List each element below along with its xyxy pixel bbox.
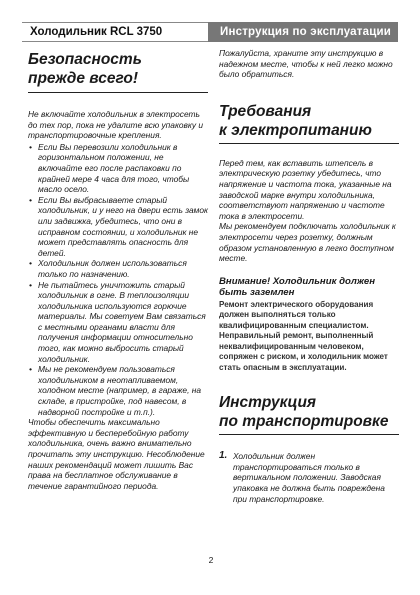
power-heading-line1: Требования [219, 102, 312, 120]
transport-item-number: 1. [219, 450, 228, 462]
right-column [219, 48, 399, 504]
safety-intro: Не включайте холодильник в электросеть до тех пор, пока не удалите всю упаковку и транспортировочные крепления. [28, 109, 204, 141]
safety-bullet-list [28, 142, 208, 417]
transport-item-text: Холодильник должен транспортироваться только в вертикальном положении. Заводская упаковка не должна быть повреждена при транспортировке. [233, 451, 385, 504]
list-item: • Если Вы выбрасываете старый холодильник, и у него на двери есть замок или задвижка, убедитесь, что они в исправном состоянии, и холодильник не может представлять опасность для детей. [29, 194, 209, 258]
power-divider [219, 143, 399, 144]
list-item: • Холодильник должен использоваться только по назначению. [29, 258, 187, 279]
safety-heading: Безопасность прежде всего! [28, 51, 142, 87]
page-number: 2 [208, 555, 214, 565]
safety-divider [28, 92, 208, 93]
list-item: • Если Вы перевозили холодильник в горизонтальном положении, не включайте его после распаковки по крайней мере 4 часа для того, чтобы масло осело. [29, 141, 190, 195]
transport-divider [219, 434, 399, 435]
safety-closing: Чтобы обеспечить максимально эффективную и бесперебойную работу холодильника, очень важно внимательно прочитать эту инструкцию. Несоблюдение наших рекомендаций может лишить Вас права на бесплатное обслуживание в течение гарантийного периода. [28, 417, 205, 491]
page-header [22, 22, 398, 42]
transport-item [219, 451, 399, 504]
grounding-warning-title: Внимание! Холодильник должен быть заземлен [219, 275, 376, 299]
power-heading-line2: к электропитанию [219, 121, 372, 139]
transport-heading [219, 393, 399, 431]
section-title: Инструкция по эксплуатации [208, 22, 398, 42]
list-item: • Мы не рекомендуем пользоваться холодильником в неотапливаемом, холодном месте (например, в гараже, на складе, в пристройке, под навесом, в надворной постройке и т.п.). [29, 364, 202, 417]
power-paragraph-2: Мы рекомендуем подключать холодильник к электросети через розетку, должным образом установленную в легко доступном месте. [219, 221, 396, 264]
list-item: • Не пытайтесь уничтожить старый холодильник в огне. В теплоизоляции холодильника используются горючие материалы. Мы советуем Вам связаться с местными органами власти для получения информации относительно того, как можно выбросить старый холодильник. [29, 279, 206, 364]
power-paragraph-1: Перед тем, как вставить штепсель в электрическую розетку убедитесь, что напряжение и частота тока, указанные на заводской марке внутри холодильника, соответствуют напряжению и частоте тока в электросети. [219, 157, 392, 221]
left-column [28, 50, 208, 491]
power-heading [219, 102, 399, 140]
transport-heading-line1: Инструкция [219, 394, 317, 412]
keep-instructions-note: Пожалуйста, храните эту инструкцию в надежном месте, чтобы к ней легко можно было обратиться. [219, 48, 393, 80]
model-name: Холодильник RCL 3750 [22, 22, 208, 42]
grounding-warning-text: Ремонт электрического оборудования должен выполняться только квалифицированным специалистом. Неправильный ремонт, выполненный неквалифицированным человеком, сопряжен с риском, и холодильник может стать опасным в эксплуатации. [219, 299, 388, 372]
transport-heading-line2: по транспортировке [219, 413, 389, 431]
